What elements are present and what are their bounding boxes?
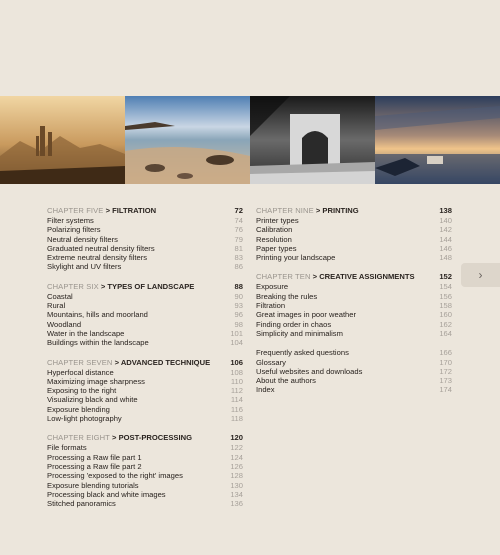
toc-entry-title: Hyperfocal distance bbox=[47, 367, 114, 377]
toc-entry-page: 98 bbox=[234, 319, 243, 329]
chapter-heading[interactable] bbox=[47, 206, 243, 216]
chapter-title: ADVANCED TECHNIQUE bbox=[120, 357, 211, 367]
toc-entry-title: Great images in poor weather bbox=[256, 310, 357, 320]
toc-entry-title: Low-light photography bbox=[47, 414, 122, 424]
toc-entry-page: 174 bbox=[439, 385, 452, 395]
toc-entry[interactable] bbox=[47, 414, 243, 423]
toc-entry-title: Coastal bbox=[47, 291, 73, 301]
toc-entry[interactable] bbox=[47, 395, 243, 404]
chapter-heading[interactable] bbox=[47, 433, 243, 443]
photo-bw-ruin-arch bbox=[250, 96, 375, 184]
toc-entry[interactable] bbox=[47, 499, 243, 508]
chapter-separator: > bbox=[313, 206, 323, 215]
chapter-title: POST-PROCESSING bbox=[118, 433, 192, 443]
chapter-heading-text bbox=[47, 282, 194, 292]
toc-entry[interactable] bbox=[47, 310, 243, 319]
toc-entry[interactable] bbox=[47, 292, 243, 301]
toc-entry[interactable] bbox=[47, 471, 243, 480]
chapter-block bbox=[47, 358, 243, 424]
toc-entry-title: Printing your landscape bbox=[256, 253, 336, 263]
chapter-title: CREATIVE ASSIGNMENTS bbox=[319, 272, 415, 282]
toc-entry-title: Maximizing image sharpness bbox=[47, 376, 145, 386]
toc-entry-page: 148 bbox=[439, 253, 452, 263]
chapter-heading[interactable] bbox=[47, 282, 243, 292]
toc-entry-title: Breaking the rules bbox=[256, 291, 318, 301]
toc-entry-page: 158 bbox=[439, 301, 452, 311]
toc-entry-page: 128 bbox=[230, 471, 243, 481]
toc-entry-title: Filter systems bbox=[47, 216, 94, 225]
toc-entry-title: Processing 'exposed to the right' images bbox=[47, 471, 183, 481]
toc-entry[interactable] bbox=[47, 262, 243, 271]
toc-entry[interactable] bbox=[256, 292, 452, 301]
chapter-heading-text bbox=[256, 272, 415, 282]
toc-entry[interactable] bbox=[47, 386, 243, 395]
toc-entry[interactable] bbox=[256, 385, 452, 394]
toc-entry[interactable] bbox=[47, 235, 243, 244]
toc-entry-page: 74 bbox=[234, 216, 243, 225]
toc-entry-title: Glossary bbox=[256, 357, 286, 367]
toc-entry-title: Visualizing black and white bbox=[47, 395, 138, 405]
chapter-heading-text bbox=[47, 206, 156, 216]
chevron-right-icon: › bbox=[478, 268, 483, 282]
toc-entry-title: Printer types bbox=[256, 216, 299, 225]
toc-entry[interactable] bbox=[47, 338, 243, 347]
toc-entry-title: Paper types bbox=[256, 243, 297, 253]
toc-entry-page: 124 bbox=[230, 452, 243, 462]
toc-entry-page: 118 bbox=[230, 414, 243, 424]
toc-entry-title: Exposure bbox=[256, 282, 289, 292]
toc-entry[interactable] bbox=[256, 367, 452, 376]
toc-entry-page: 170 bbox=[439, 357, 452, 367]
toc-entry-page: 90 bbox=[234, 291, 243, 301]
toc-entry-title: Processing a Raw file part 1 bbox=[47, 452, 142, 462]
toc-entry[interactable] bbox=[47, 244, 243, 253]
toc-entry-title: Frequently asked questions bbox=[256, 348, 349, 358]
chapter-page-number: 106 bbox=[230, 357, 243, 367]
toc-left-column bbox=[47, 206, 243, 518]
toc-entry[interactable] bbox=[47, 301, 243, 310]
toc-entry[interactable] bbox=[47, 216, 243, 225]
toc-entry[interactable] bbox=[256, 216, 452, 225]
toc-entry-page: 136 bbox=[230, 499, 243, 509]
toc-entry[interactable] bbox=[47, 490, 243, 499]
toc-entry[interactable] bbox=[256, 225, 452, 234]
toc-entry-title: Rural bbox=[47, 301, 66, 311]
toc-entry-page: 154 bbox=[439, 282, 452, 292]
toc-entry-page: 101 bbox=[230, 328, 243, 338]
toc-entry-title: Index bbox=[256, 385, 275, 395]
toc-entry-title: Finding order in chaos bbox=[256, 319, 332, 329]
toc-entry-title: Calibration bbox=[256, 225, 293, 235]
toc-entry-page: 114 bbox=[230, 395, 243, 405]
toc-entry[interactable] bbox=[47, 462, 243, 471]
toc-entry[interactable] bbox=[256, 282, 452, 291]
toc-entry-title: Processing black and white images bbox=[47, 489, 166, 499]
toc-entry-title: Buildings within the landscape bbox=[47, 338, 149, 348]
chapter-page-number: 88 bbox=[234, 281, 243, 291]
toc-entry[interactable] bbox=[47, 329, 243, 338]
toc-entry-page: 110 bbox=[230, 376, 243, 386]
toc-entry[interactable] bbox=[47, 377, 243, 386]
toc-entry-title: Neutral density filters bbox=[47, 234, 118, 244]
toc-entry-title: Extreme neutral density filters bbox=[47, 253, 148, 263]
toc-entry[interactable] bbox=[47, 443, 243, 452]
toc-entry-page: 108 bbox=[230, 367, 243, 377]
chapter-label: CHAPTER FIVE bbox=[47, 206, 104, 215]
toc-entry-page: 166 bbox=[439, 348, 452, 358]
chapter-heading[interactable] bbox=[47, 358, 243, 368]
chapter-label: CHAPTER SEVEN bbox=[47, 357, 113, 367]
toc-entry-title: Woodland bbox=[47, 319, 82, 329]
photo-sunset-coast bbox=[375, 96, 500, 184]
toc-entry[interactable] bbox=[256, 329, 452, 338]
chapter-label: CHAPTER EIGHT bbox=[47, 433, 110, 443]
toc-entry[interactable] bbox=[256, 376, 452, 385]
toc-right-column bbox=[256, 206, 452, 395]
toc-entry-page: 83 bbox=[234, 253, 243, 263]
toc-entry[interactable] bbox=[47, 253, 243, 262]
toc-entry-title: Stitched panoramics bbox=[47, 499, 116, 509]
chapter-heading[interactable] bbox=[256, 206, 452, 216]
toc-entry[interactable] bbox=[256, 301, 452, 310]
toc-entry-title: Useful websites and downloads bbox=[256, 366, 363, 376]
toc-entry[interactable] bbox=[47, 453, 243, 462]
chapter-label: CHAPTER NINE bbox=[256, 206, 314, 215]
toc-entry[interactable] bbox=[47, 368, 243, 377]
chapter-heading-text bbox=[256, 206, 359, 216]
chapter-separator: > bbox=[103, 206, 113, 215]
toc-entry[interactable] bbox=[256, 320, 452, 329]
toc-entry[interactable] bbox=[256, 348, 452, 357]
toc-entry-page: 173 bbox=[439, 376, 452, 386]
toc-entry[interactable] bbox=[47, 481, 243, 490]
toc-entry-page: 79 bbox=[234, 234, 243, 244]
toc-entry-page: 86 bbox=[234, 262, 243, 272]
toc-entry-page: 142 bbox=[439, 225, 452, 235]
toc-entry[interactable] bbox=[47, 225, 243, 234]
toc-entry-page: 112 bbox=[230, 386, 243, 396]
photo-misty-ruins bbox=[0, 96, 125, 184]
toc-entry-page: 156 bbox=[439, 291, 452, 301]
toc-entry-page: 116 bbox=[230, 404, 243, 414]
toc-entry-page: 130 bbox=[230, 480, 243, 490]
chapter-label: CHAPTER TEN bbox=[256, 272, 311, 282]
toc-entry-title: Exposing to the right bbox=[47, 386, 117, 396]
toc-entry-page: 144 bbox=[439, 234, 452, 244]
chapter-block bbox=[47, 433, 243, 508]
chapter-separator: > bbox=[109, 433, 119, 443]
toc-entry-title: About the authors bbox=[256, 376, 316, 386]
toc-entry-title: Exposure blending tutorials bbox=[47, 480, 139, 490]
photo-rocky-beach bbox=[125, 96, 250, 184]
toc-entry-title: Mountains, hills and moorland bbox=[47, 310, 148, 320]
toc-entry-page: 126 bbox=[230, 461, 243, 471]
toc-entry-page: 122 bbox=[230, 443, 243, 453]
chapter-page-number: 152 bbox=[439, 272, 452, 282]
chapter-heading-text bbox=[47, 433, 192, 443]
toc-entry[interactable] bbox=[256, 253, 452, 262]
toc-entry-page: 104 bbox=[230, 338, 243, 348]
toc-entry[interactable] bbox=[256, 235, 452, 244]
toc-entry[interactable] bbox=[47, 320, 243, 329]
toc-entry[interactable] bbox=[256, 244, 452, 253]
toc-entry-title: Graduated neutral density filters bbox=[47, 243, 155, 253]
chapter-title: FILTRATION bbox=[112, 206, 157, 215]
appendix-list bbox=[256, 348, 452, 394]
chapter-title: TYPES OF LANDSCAPE bbox=[107, 281, 195, 291]
chapter-block bbox=[256, 206, 452, 262]
toc-entry-title: Processing a Raw file part 2 bbox=[47, 461, 142, 471]
chapter-block bbox=[256, 272, 452, 338]
chapter-page-number: 138 bbox=[439, 206, 452, 215]
chapter-title: PRINTING bbox=[322, 206, 359, 215]
chapter-block bbox=[47, 282, 243, 348]
toc-entry-page: 172 bbox=[439, 366, 452, 376]
toc-entry-title: Filtration bbox=[256, 301, 286, 311]
toc-entry-title: Simplicity and minimalism bbox=[256, 328, 343, 338]
chapter-separator: > bbox=[98, 281, 108, 291]
toc-entry-page: 164 bbox=[439, 328, 452, 338]
toc-entry-title: Exposure blending bbox=[47, 404, 110, 414]
toc-entry[interactable] bbox=[256, 358, 452, 367]
chapter-heading-text bbox=[47, 358, 210, 368]
toc-entry-page: 146 bbox=[439, 243, 452, 253]
chapter-page-number: 72 bbox=[234, 206, 243, 215]
photo-strip bbox=[0, 96, 500, 184]
toc-entry-page: 140 bbox=[439, 216, 452, 225]
toc-entry-title: Water in the landscape bbox=[47, 328, 125, 338]
next-page-button[interactable] bbox=[461, 263, 500, 287]
chapter-heading[interactable] bbox=[256, 272, 452, 282]
toc-entry[interactable] bbox=[47, 405, 243, 414]
toc-entry-title: Resolution bbox=[256, 234, 292, 244]
toc-entry-title: Polarizing filters bbox=[47, 225, 101, 235]
toc-entry-page: 160 bbox=[439, 310, 452, 320]
chapter-label: CHAPTER SIX bbox=[47, 281, 99, 291]
chapter-separator: > bbox=[310, 272, 320, 282]
toc-entry[interactable] bbox=[256, 310, 452, 319]
toc-entry-page: 81 bbox=[234, 243, 243, 253]
chapter-page-number: 120 bbox=[230, 433, 243, 443]
toc-entry-title: Skylight and UV filters bbox=[47, 262, 122, 272]
toc-entry-page: 134 bbox=[230, 489, 243, 499]
chapter-separator: > bbox=[112, 357, 121, 367]
toc-entry-page: 96 bbox=[234, 310, 243, 320]
chapter-block bbox=[47, 206, 243, 272]
toc-entry-title: File formats bbox=[47, 443, 87, 453]
toc-entry-page: 93 bbox=[234, 301, 243, 311]
toc-entry-page: 162 bbox=[439, 319, 452, 329]
toc-entry-page: 76 bbox=[234, 225, 243, 235]
